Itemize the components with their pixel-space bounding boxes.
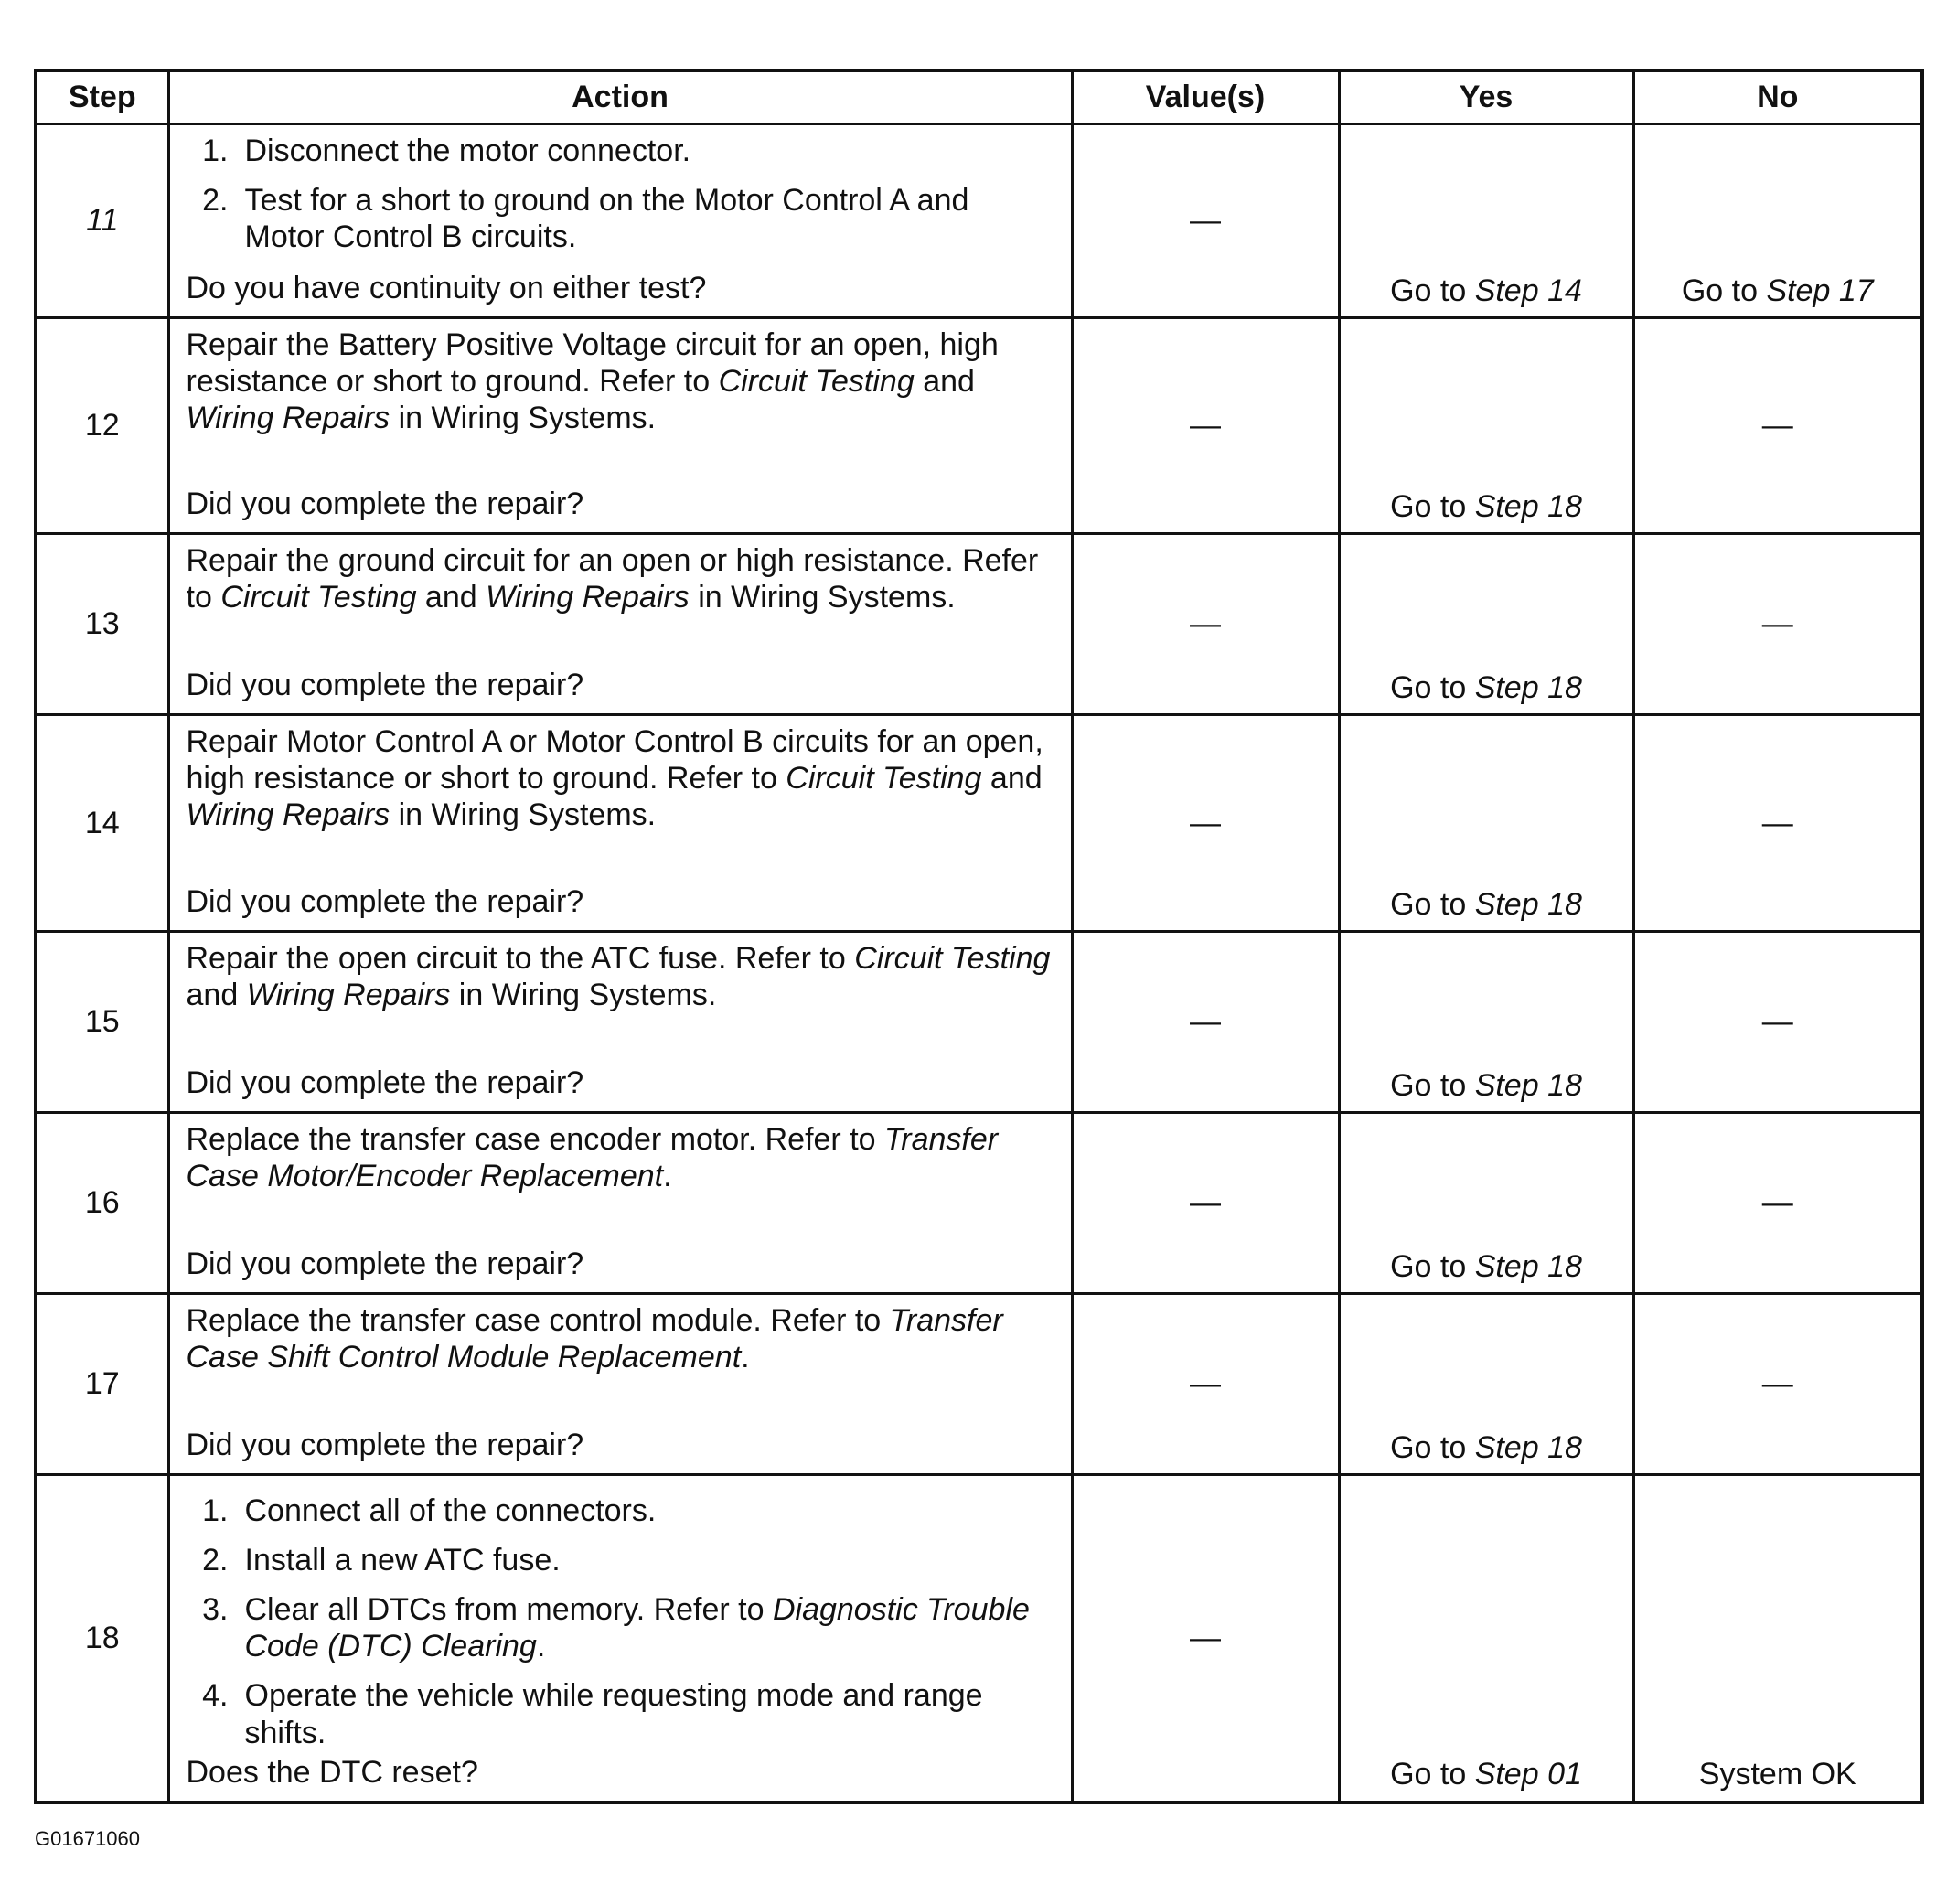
step-number: 17 [36,1294,168,1475]
yes-cell: Go to Step 14 [1339,124,1633,318]
header-row [36,70,1922,124]
value-cell: — [1072,1294,1339,1475]
header-no: No [1633,70,1922,124]
action-cell [168,534,1072,715]
step-number: 15 [36,932,168,1113]
table-row [36,318,1922,534]
action-cell [168,932,1072,1113]
table-row [36,932,1922,1113]
table-row [36,1113,1922,1294]
action-question: Do you have continuity on either test? [186,270,707,305]
action-cell [168,715,1072,932]
list-item: 2. Install a new ATC fuse. [202,1543,561,1578]
no-cell: — [1633,318,1922,534]
value-cell: — [1072,932,1339,1113]
list-item: 1. Connect all of the connectors. [202,1493,657,1528]
table-row [36,124,1922,318]
action-text: Repair the Battery Positive Voltage circuit for an open, high resistance or short to ground. Refer to Circuit Testing and Wiring Repairs in Wiring Systems. [186,327,999,436]
action-question: Does the DTC reset? [186,1754,478,1790]
header-values: Value(s) [1072,70,1339,124]
action-question: Did you complete the repair? [186,667,584,702]
list-item: 3. Clear all DTCs from memory. Refer to Diagnostic Trouble Code (DTC) Clearing. [202,1592,1030,1664]
diagnostic-table [34,69,1924,1804]
yes-cell: Go to Step 18 [1339,534,1633,715]
action-text: Repair the ground circuit for an open or high resistance. Refer to Circuit Testing and Wiring Repairs in Wiring Systems. [186,543,1039,615]
action-question: Did you complete the repair? [186,1246,584,1281]
step-number: 13 [36,534,168,715]
header-yes: Yes [1339,70,1633,124]
header-step: Step [36,70,168,124]
action-cell [168,1475,1072,1802]
step-number: 14 [36,715,168,932]
no-cell: — [1633,1294,1922,1475]
action-text: Replace the transfer case encoder motor. Refer to Transfer Case Motor/Encoder Replacement. [186,1122,999,1194]
no-cell: — [1633,534,1922,715]
action-question: Did you complete the repair? [186,1064,584,1100]
action-question: Did you complete the repair? [186,486,584,521]
action-question: Did you complete the repair? [186,1427,584,1462]
value-cell: — [1072,534,1339,715]
value-cell: — [1072,715,1339,932]
step-number: 18 [36,1475,168,1802]
action-cell [168,1113,1072,1294]
yes-cell: Go to Step 18 [1339,1113,1633,1294]
list-item: 2. Test for a short to ground on the Motor Control A and Motor Control B circuits. [202,183,969,255]
yes-cell: Go to Step 18 [1339,715,1633,932]
list-item: 1. Disconnect the motor connector. [202,134,691,168]
action-cell [168,318,1072,534]
yes-cell: Go to Step 18 [1339,1294,1633,1475]
no-cell: System OK [1633,1475,1922,1802]
action-list [187,133,1056,255]
figure-id: G01671060 [35,1827,140,1850]
header-action: Action [168,70,1072,124]
action-text: Repair the open circuit to the ATC fuse. Refer to Circuit Testing and Wiring Repairs in Wiring Systems. [186,941,1051,1013]
table-row [36,1475,1922,1802]
action-question: Did you complete the repair? [186,883,584,919]
no-cell: — [1633,932,1922,1113]
table-row [36,534,1922,715]
table-row [36,1294,1922,1475]
value-cell: — [1072,1475,1339,1802]
step-number: 16 [36,1113,168,1294]
value-cell: — [1072,318,1339,534]
list-item: 4. Operate the vehicle while requesting mode and range shifts. [202,1678,983,1750]
yes-cell: Go to Step 01 [1339,1475,1633,1802]
yes-cell: Go to Step 18 [1339,318,1633,534]
action-cell [168,1294,1072,1475]
value-cell: — [1072,1113,1339,1294]
no-cell: Go to Step 17 [1633,124,1922,318]
step-number: 11 [36,124,168,318]
table-row [36,715,1922,932]
no-cell: — [1633,715,1922,932]
action-text: Repair Motor Control A or Motor Control B circuits for an open, high resistance or short to ground. Refer to Circuit Testing and Wiring Repairs in Wiring Systems. [186,724,1043,833]
value-cell: — [1072,124,1339,318]
action-list [187,1492,1056,1751]
step-number: 12 [36,318,168,534]
no-cell: — [1633,1113,1922,1294]
yes-cell: Go to Step 18 [1339,932,1633,1113]
action-text: Replace the transfer case control module. Refer to Transfer Case Shift Control Module Replacement. [186,1303,1003,1375]
action-cell [168,124,1072,318]
